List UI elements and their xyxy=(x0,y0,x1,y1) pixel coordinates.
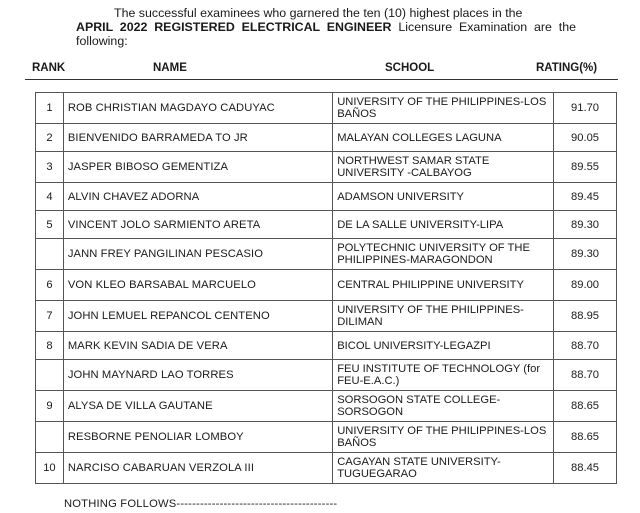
table-row xyxy=(36,93,617,124)
school-cell: UNIVERSITY OF THE PHILIPPINES-LOS BAÑOS xyxy=(333,93,554,124)
rank-cell: 7 xyxy=(36,301,64,332)
table-row xyxy=(36,301,617,332)
school-cell: SORSOGON STATE COLLEGE-SORSOGON xyxy=(333,391,554,422)
rank-cell: 6 xyxy=(36,270,64,301)
rank-cell xyxy=(36,360,64,391)
school-cell: UNIVERSITY OF THE PHILIPPINES-DILIMAN xyxy=(333,301,554,332)
rank-cell: 9 xyxy=(36,391,64,422)
exam-title: APRIL 2022 REGISTERED ELECTRICAL ENGINEER xyxy=(76,20,392,34)
table-row xyxy=(36,360,617,391)
table-row xyxy=(36,270,617,301)
name-cell: NARCISO CABARUAN VERZOLA III xyxy=(63,453,332,484)
name-cell: JOHN MAYNARD LAO TORRES xyxy=(63,360,332,391)
name-cell: VON KLEO BARSABAL MARCUELO xyxy=(63,270,332,301)
rank-cell: 2 xyxy=(36,124,64,152)
name-cell: JOHN LEMUEL REPANCOL CENTENO xyxy=(63,301,332,332)
rating-cell: 91.70 xyxy=(554,93,617,124)
name-cell: JANN FREY PANGILINAN PESCASIO xyxy=(63,239,332,270)
school-cell: MALAYAN COLLEGES LAGUNA xyxy=(333,124,554,152)
intro-line-3: following: xyxy=(76,34,128,48)
header-name: NAME xyxy=(153,62,187,74)
table-row xyxy=(36,183,617,211)
name-cell: ALYSA DE VILLA GAUTANE xyxy=(63,391,332,422)
table-row xyxy=(36,422,617,453)
school-cell: FEU INSTITUTE OF TECHNOLOGY (for FEU-E.A.C.) xyxy=(333,360,554,391)
rating-cell: 88.45 xyxy=(554,453,617,484)
rating-cell: 89.30 xyxy=(554,211,617,239)
rating-cell: 89.30 xyxy=(554,239,617,270)
rating-cell: 89.00 xyxy=(554,270,617,301)
table-row xyxy=(36,332,617,360)
rank-cell: 3 xyxy=(36,152,64,183)
rating-cell: 90.05 xyxy=(554,124,617,152)
header-school: SCHOOL xyxy=(385,62,435,74)
rank-cell: 10 xyxy=(36,453,64,484)
school-cell: CAGAYAN STATE UNIVERSITY-TUGUEGARAO xyxy=(333,453,554,484)
table-row xyxy=(36,391,617,422)
table-row xyxy=(36,152,617,183)
rating-cell: 88.95 xyxy=(554,301,617,332)
header-rule xyxy=(25,79,618,80)
intro-paragraph xyxy=(76,6,576,48)
rating-cell: 88.65 xyxy=(554,422,617,453)
name-cell: ROB CHRISTIAN MAGDAYO CADUYAC xyxy=(63,93,332,124)
nothing-follows: NOTHING FOLLOWS----------------------------------------- xyxy=(64,498,338,510)
rank-cell: 5 xyxy=(36,211,64,239)
name-cell: BIENVENIDO BARRAMEDA TO JR xyxy=(63,124,332,152)
results-table xyxy=(35,92,617,484)
header-rank: RANK xyxy=(32,62,66,74)
school-cell: POLYTECHNIC UNIVERSITY OF THE PHILIPPINES-MARAGONDON xyxy=(333,239,554,270)
school-cell: NORTHWEST SAMAR STATE UNIVERSITY -CALBAYOG xyxy=(333,152,554,183)
rank-cell: 1 xyxy=(36,93,64,124)
rank-cell: 4 xyxy=(36,183,64,211)
table-row xyxy=(36,211,617,239)
rating-cell: 88.70 xyxy=(554,332,617,360)
name-cell: MARK KEVIN SADIA DE VERA xyxy=(63,332,332,360)
school-cell: ADAMSON UNIVERSITY xyxy=(333,183,554,211)
rank-cell xyxy=(36,422,64,453)
header-rating: RATING(%) xyxy=(536,62,598,74)
school-cell: UNIVERSITY OF THE PHILIPPINES-LOS BAÑOS xyxy=(333,422,554,453)
rating-cell: 88.70 xyxy=(554,360,617,391)
table-row xyxy=(36,453,617,484)
intro-line-2 xyxy=(76,20,576,34)
table-row xyxy=(36,239,617,270)
rank-cell xyxy=(36,239,64,270)
intro-line-1: The successful examinees who garnered the ten (10) highest places in the xyxy=(114,6,523,20)
name-cell: RESBORNE PENOLIAR LOMBOY xyxy=(63,422,332,453)
rating-cell: 89.45 xyxy=(554,183,617,211)
school-cell: CENTRAL PHILIPPINE UNIVERSITY xyxy=(333,270,554,301)
rating-cell: 89.55 xyxy=(554,152,617,183)
name-cell: ALVIN CHAVEZ ADORNA xyxy=(63,183,332,211)
school-cell: BICOL UNIVERSITY-LEGAZPI xyxy=(333,332,554,360)
intro-line-2-rest: Licensure Examination are the xyxy=(398,20,576,34)
school-cell: DE LA SALLE UNIVERSITY-LIPA xyxy=(333,211,554,239)
rank-cell: 8 xyxy=(36,332,64,360)
name-cell: JASPER BIBOSO GEMENTIZA xyxy=(63,152,332,183)
name-cell: VINCENT JOLO SARMIENTO ARETA xyxy=(63,211,332,239)
rating-cell: 88.65 xyxy=(554,391,617,422)
table-row xyxy=(36,124,617,152)
